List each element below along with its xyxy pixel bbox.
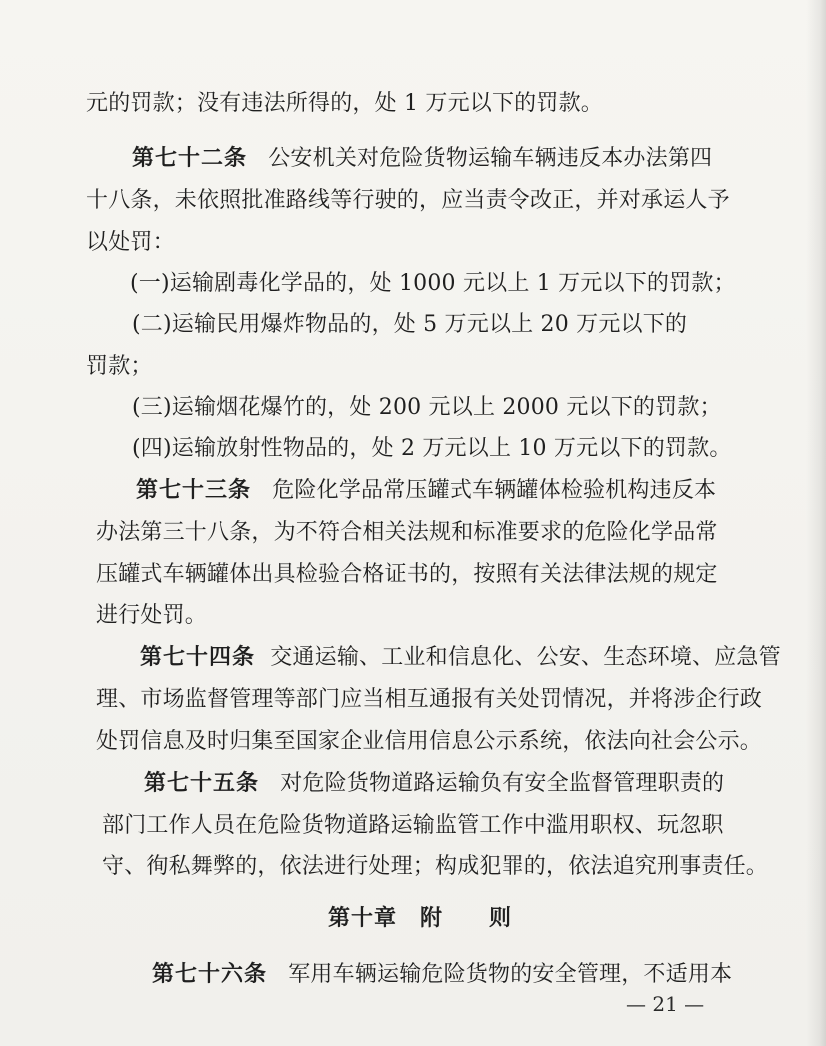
article-label-74: 第七十四条	[140, 645, 256, 670]
text-line-18	[102, 812, 734, 840]
text: 办法第三十八条，为不符合相关法规和标准要求的危险化学品常	[96, 520, 718, 545]
article-label-75: 第七十五条	[144, 771, 260, 796]
text-line-19	[102, 853, 769, 881]
page-edge-shadow	[806, 0, 826, 1046]
text: (四)运输放射性物品的，处 2 万元以上 10 万元以下的罚款。	[132, 436, 732, 461]
text: 军用车辆运输危险货物的安全管理，不适用本	[288, 962, 733, 987]
text-line-12	[96, 561, 726, 589]
text: 十八条，未依照批准路线等行驶的，应当责令改正，并对承运人予	[86, 188, 730, 213]
article-label-73: 第七十三条	[136, 478, 252, 503]
text: 罚款；	[86, 354, 153, 379]
text-line-1	[86, 90, 603, 118]
text: 部门工作人员在危险货物道路运输监管工作中滥用职权、玩忽职	[102, 813, 724, 838]
text-line-5	[130, 270, 736, 298]
text-line-4	[86, 229, 306, 257]
text-line-3	[86, 187, 730, 215]
text-line-14	[140, 644, 781, 672]
article-label-76: 第七十六条	[152, 962, 268, 987]
text: 理、市场监督管理等部门应当相互通报有关处罚情况，并将涉企行政	[96, 687, 763, 712]
text: (二)运输民用爆炸物品的，处 5 万元以上 20 万元以下的	[132, 312, 688, 337]
text-line-11	[96, 519, 726, 547]
text-line-7	[86, 353, 206, 381]
article-label-72: 第七十二条	[132, 146, 248, 171]
text: 处罚信息及时归集至国家企业信用信息公示系统，依法向社会公示。	[96, 729, 763, 754]
text-line-2	[132, 145, 722, 173]
text: 压罐式车辆罐体出具检验合格证书的，按照有关法律法规的规定	[96, 562, 718, 587]
text: 进行处罚。	[96, 603, 208, 628]
text-line-16	[96, 728, 763, 756]
text-line-10	[136, 477, 726, 505]
text-line-21	[152, 961, 733, 989]
text: 元的罚款；没有违法所得的，处 1 万元以下的罚款。	[86, 91, 603, 116]
text: 守、徇私舞弊的，依法进行处理；构成犯罪的，依法追究刑事责任。	[102, 854, 769, 879]
text: (一)运输剧毒化学品的，处 1000 元以上 1 万元以下的罚款；	[130, 271, 736, 296]
text-line-17	[144, 770, 734, 798]
page-number: — 21 —	[626, 992, 705, 1016]
text: (三)运输烟花爆竹的，处 200 元以上 2000 元以下的罚款；	[132, 395, 722, 420]
text: 以处罚：	[86, 230, 175, 255]
text-line-13	[96, 602, 246, 630]
text: 危险化学品常压罐式车辆罐体检验机构违反本	[272, 478, 717, 503]
text-line-9	[132, 435, 732, 463]
chapter-heading: 第十章 附 则	[328, 906, 513, 931]
text-line-8	[132, 394, 722, 422]
text: 公安机关对危险货物运输车辆违反本办法第四	[268, 146, 713, 171]
text: 对危险货物道路运输负有安全监督管理职责的	[280, 771, 725, 796]
text: 交通运输、工业和信息化、公安、生态环境、应急管	[270, 645, 781, 670]
text-line-6	[132, 311, 732, 339]
text-line-15	[96, 686, 763, 714]
